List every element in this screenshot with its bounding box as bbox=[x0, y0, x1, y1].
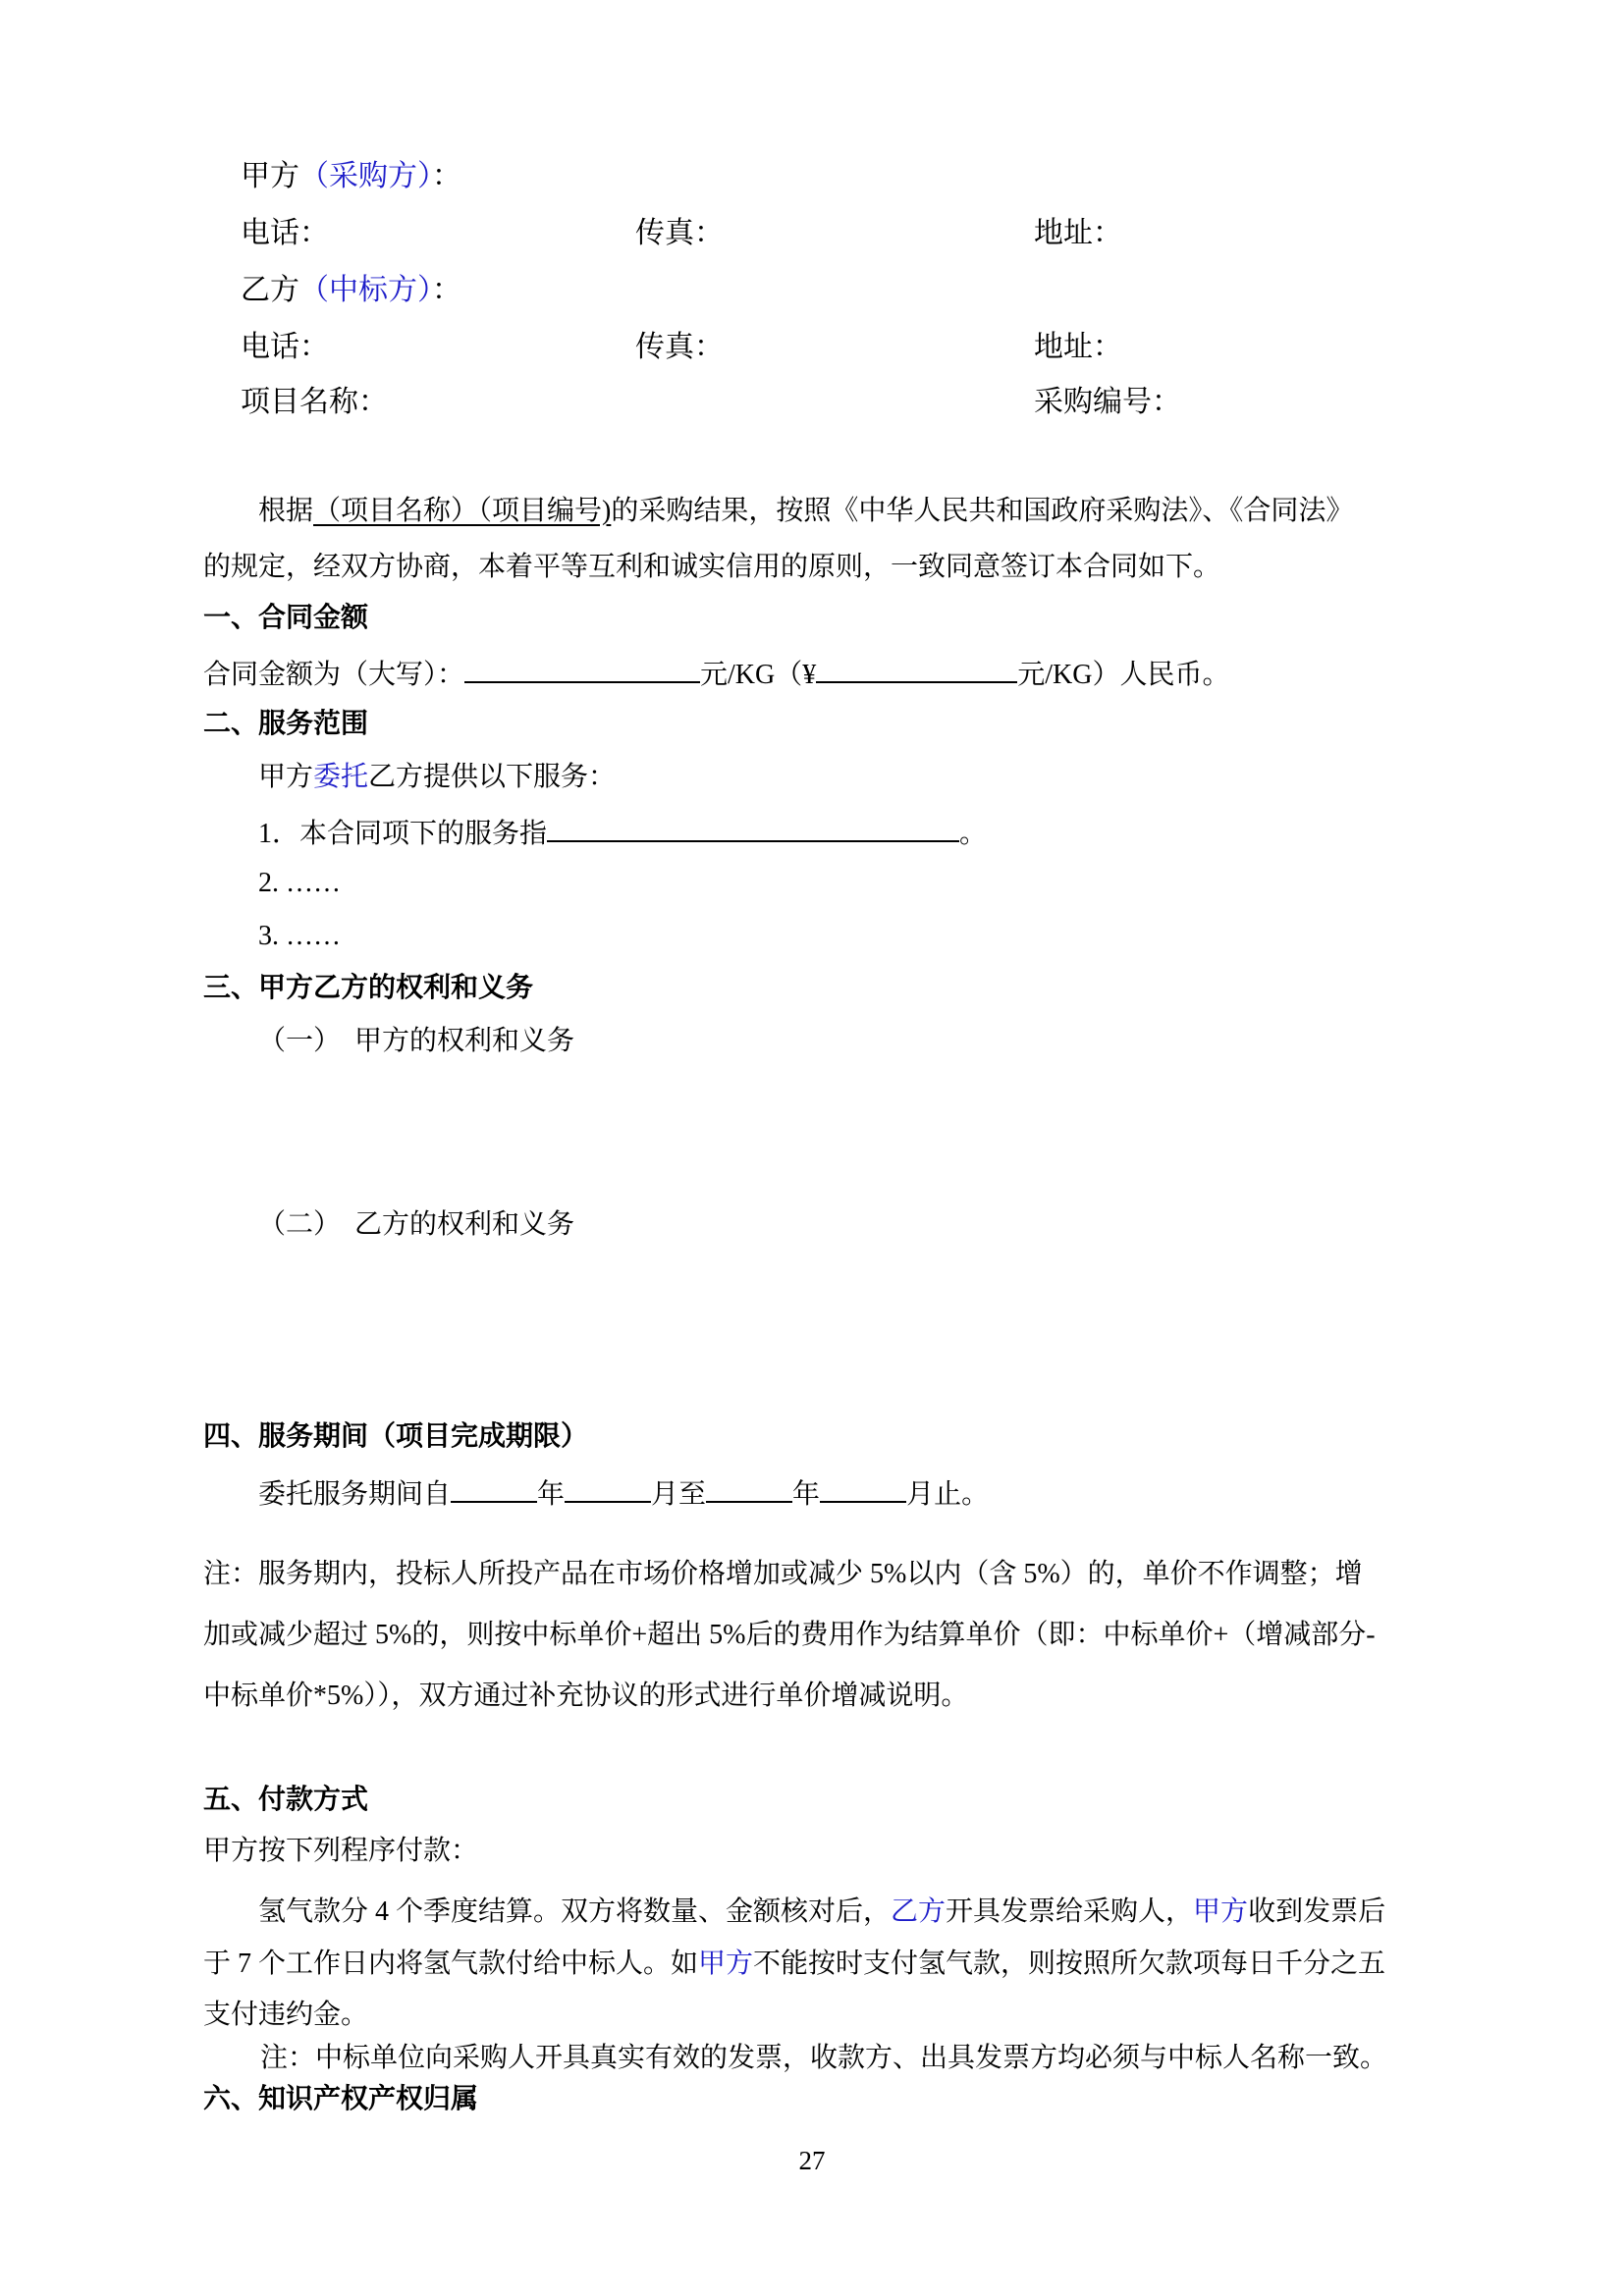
period-month1-blank bbox=[565, 1473, 651, 1503]
period-year2-blank bbox=[706, 1473, 792, 1503]
intro-line-2: 的规定，经双方协商，本着平等互利和诚实信用的原则，一致同意签订本合同如下。 bbox=[203, 552, 1221, 582]
fax-b-label: 传真： bbox=[635, 331, 724, 363]
party-b-line bbox=[241, 273, 461, 308]
period-year1-blank bbox=[451, 1473, 537, 1503]
party-b-colon: ： bbox=[432, 274, 461, 306]
amount-mid: 元/KG（¥ bbox=[700, 660, 817, 690]
amount-blank-numeric bbox=[816, 654, 1017, 683]
price-note-line-1: 注：服务期内，投标人所投产品在市场价格增加或减少 5%以内（含 5%）的，单价不作调整；增 bbox=[203, 1559, 1363, 1589]
intro-line-1 bbox=[258, 494, 1353, 529]
contract-amount-line bbox=[203, 654, 1229, 693]
phone-a-label: 电话： bbox=[241, 217, 329, 249]
service-intro-post: 乙方提供以下服务： bbox=[368, 762, 617, 792]
payment-l1-party-a: 甲方 bbox=[1193, 1896, 1249, 1927]
payment-l1-c: 收到发票后 bbox=[1248, 1896, 1386, 1927]
section3-sub2: （二） 乙方的权利和义务 bbox=[258, 1209, 575, 1240]
service-period-line bbox=[258, 1473, 989, 1513]
payment-l2-a: 于 7 个工作日内将氢气款付给中标人。如 bbox=[203, 1949, 699, 1979]
party-a-role: （采购方） bbox=[299, 160, 432, 192]
service-item-1-blank bbox=[547, 813, 959, 842]
section5-heading: 五、付款方式 bbox=[203, 1785, 369, 1815]
section2-heading: 二、服务范围 bbox=[203, 709, 369, 739]
amount-pre: 合同金额为（大写）： bbox=[203, 660, 465, 690]
section4-heading: 四、服务期间（项目完成期限） bbox=[203, 1421, 589, 1452]
service-intro-pre: 甲方 bbox=[258, 762, 314, 792]
project-name-label: 项目名称： bbox=[241, 386, 388, 418]
payment-para-line-2 bbox=[203, 1947, 1385, 1982]
price-note-line-3: 中标单价*5%）），双方通过补充协议的形式进行单价增减说明。 bbox=[203, 1681, 969, 1711]
party-a-line bbox=[241, 159, 461, 194]
amount-blank-capital bbox=[464, 654, 700, 683]
section6-heading: 六、知识产权产权归属 bbox=[203, 2084, 479, 2114]
section1-heading: 一、合同金额 bbox=[203, 603, 369, 633]
intro-pre: 根据 bbox=[258, 496, 314, 526]
intro-underlined-placeholders: （项目名称）（项目编号) bbox=[313, 496, 612, 526]
section3-heading: 三、甲方乙方的权利和义务 bbox=[203, 973, 534, 1003]
phone-b-label: 电话： bbox=[241, 331, 329, 363]
payment-l2-party-a: 甲方 bbox=[698, 1949, 754, 1979]
service-item-2: 2. …… bbox=[258, 868, 341, 898]
fax-a-label: 传真： bbox=[635, 217, 724, 249]
period-month2-label: 月止。 bbox=[906, 1479, 990, 1510]
invoice-note-line: 注：中标单位向采购人开具真实有效的发票，收款方、出具发票方均必须与中标人名称一致。 bbox=[260, 2043, 1388, 2073]
party-b-label: 乙方 bbox=[241, 274, 299, 306]
payment-l1-b: 开具发票给采购人， bbox=[946, 1896, 1194, 1927]
service-item-3: 3. …… bbox=[258, 921, 341, 951]
service-item-1 bbox=[258, 813, 987, 852]
amount-post: 元/KG）人民币。 bbox=[1017, 660, 1230, 690]
section3-sub1: （一） 甲方的权利和义务 bbox=[258, 1026, 575, 1056]
payment-para-line-1 bbox=[258, 1895, 1385, 1930]
period-month1-label: 月至 bbox=[651, 1479, 707, 1510]
payment-l1-party-b: 乙方 bbox=[891, 1896, 947, 1927]
address-a-label: 地址： bbox=[1034, 217, 1122, 249]
period-month2-blank bbox=[820, 1473, 906, 1503]
page-number: 27 bbox=[798, 2146, 826, 2175]
procurement-code-label: 采购编号： bbox=[1034, 386, 1181, 418]
period-year2-label: 年 bbox=[792, 1479, 821, 1510]
payment-para-line-3: 支付违约金。 bbox=[203, 2000, 369, 2030]
intro-post: 的采购结果，按照《中华人民共和国政府采购法》、《合同法》 bbox=[611, 496, 1354, 526]
service-item-1-post: 。 bbox=[959, 819, 988, 849]
payment-l1-a: 氢气款分 4 个季度结算。双方将数量、金额核对后， bbox=[258, 1896, 892, 1927]
payment-l2-b: 不能按时支付氢气款，则按照所欠款项每日千分之五 bbox=[753, 1949, 1386, 1979]
service-intro-entrust: 委托 bbox=[313, 762, 369, 792]
payment-intro-line: 甲方按下列程序付款： bbox=[203, 1836, 479, 1866]
party-a-label: 甲方 bbox=[241, 160, 299, 192]
address-b-label: 地址： bbox=[1034, 331, 1122, 363]
service-intro-line bbox=[258, 760, 616, 795]
period-year1-label: 年 bbox=[537, 1479, 566, 1510]
party-a-colon: ： bbox=[432, 160, 461, 192]
party-b-role: （中标方） bbox=[299, 274, 432, 306]
price-note-line-2: 加或减少超过 5%的，则按中标单价+超出 5%后的费用作为结算单价（即：中标单价+（增减部分- bbox=[203, 1620, 1376, 1650]
period-pre: 委托服务期间自 bbox=[258, 1479, 452, 1510]
service-item-1-pre: 1．本合同项下的服务指 bbox=[258, 819, 548, 849]
